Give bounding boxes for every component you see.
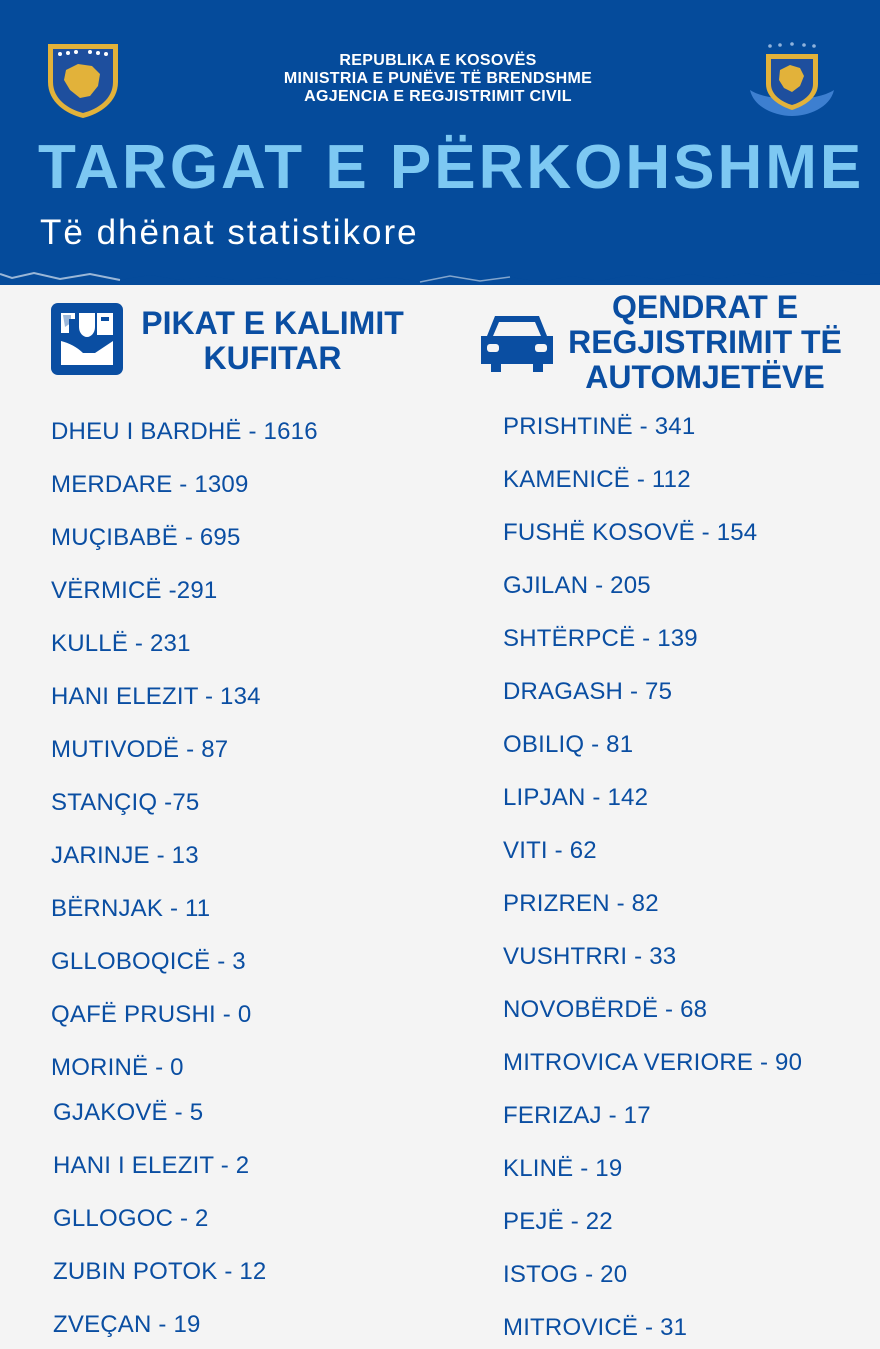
ministry-heading <box>200 52 676 106</box>
border-crossing-item: MERDARE - 1309 <box>51 471 249 498</box>
border-crossing-item: ZVEÇAN - 19 <box>53 1311 201 1338</box>
ministry-line: MINISTRIA E PUNËVE TË BRENDSHME <box>283 70 593 87</box>
border-crossing-item: HANI ELEZIT - 134 <box>51 683 261 710</box>
border-crossing-item: GLLOBOQICË - 3 <box>51 948 246 975</box>
border-crossing-item: STANÇIQ -75 <box>51 789 200 816</box>
border-crossing-item: MUÇIBABË - 695 <box>51 524 241 551</box>
registration-center-item: DRAGASH - 75 <box>503 678 673 705</box>
registration-center-item: ISTOG - 20 <box>503 1261 628 1288</box>
border-crossing-item: KULLË - 231 <box>51 630 191 657</box>
border-crossing-item: ZUBIN POTOK - 12 <box>53 1258 267 1285</box>
kosovo-coat-of-arms-icon <box>44 40 122 120</box>
registration-center-item: PEJË - 22 <box>503 1208 613 1235</box>
registration-centers-title: QENDRAT E REGJISTRIMIT TË AUTOMJETËVE <box>568 289 842 395</box>
registration-center-item: PRIZREN - 82 <box>503 890 659 917</box>
registration-center-item: GJILAN - 205 <box>503 572 651 599</box>
registration-center-item: FERIZAJ - 17 <box>503 1102 651 1129</box>
border-crossing-item: QAFË PRUSHI - 0 <box>51 1001 252 1028</box>
page-subtitle: Të dhënat statistikore <box>40 213 419 252</box>
registration-center-item: PRISHTINË - 341 <box>503 413 696 440</box>
border-crossing-item: BËRNJAK - 11 <box>51 895 211 922</box>
registration-center-item: LIPJAN - 142 <box>503 784 649 811</box>
registration-center-item: KAMENICË - 112 <box>503 466 691 493</box>
border-crossing-icon <box>51 303 123 375</box>
page-title: TARGAT E PËRKOHSHME <box>38 133 865 202</box>
ministry-line: REPUBLIKA E KOSOVËS <box>339 52 537 69</box>
border-crossing-item: VËRMICË -291 <box>51 577 218 604</box>
registration-center-item: VUSHTRRI - 33 <box>503 943 677 970</box>
ministry-line: AGJENCIA E REGJISTRIMIT CIVIL <box>304 88 572 105</box>
registration-center-item: VITI - 62 <box>503 837 597 864</box>
registration-center-item: FUSHË KOSOVË - 154 <box>503 519 758 546</box>
registration-center-item: SHTËRPCË - 139 <box>503 625 698 652</box>
registration-center-item: NOVOBËRDË - 68 <box>503 996 708 1023</box>
border-crossings-title: PIKAT E KALIMIT KUFITAR <box>141 305 404 376</box>
border-crossing-item: MUTIVODË - 87 <box>51 736 229 763</box>
border-crossing-item: DHEU I BARDHË - 1616 <box>51 418 318 445</box>
border-crossing-item: MORINË - 0 <box>51 1054 184 1081</box>
registration-center-item: MITROVICA VERIORE - 90 <box>503 1049 803 1076</box>
car-icon <box>481 310 553 374</box>
border-crossing-item: GJAKOVË - 5 <box>53 1099 204 1126</box>
registration-center-item: KLINË - 19 <box>503 1155 623 1182</box>
civil-registration-agency-emblem-icon <box>748 40 836 118</box>
registration-center-item: OBILIQ - 81 <box>503 731 634 758</box>
registration-center-item: MITROVICË - 31 <box>503 1314 688 1341</box>
border-crossing-item: JARINJE - 13 <box>51 842 199 869</box>
border-crossing-item: GLLOGOC - 2 <box>53 1205 209 1232</box>
border-crossing-item: HANI I ELEZIT - 2 <box>53 1152 250 1179</box>
